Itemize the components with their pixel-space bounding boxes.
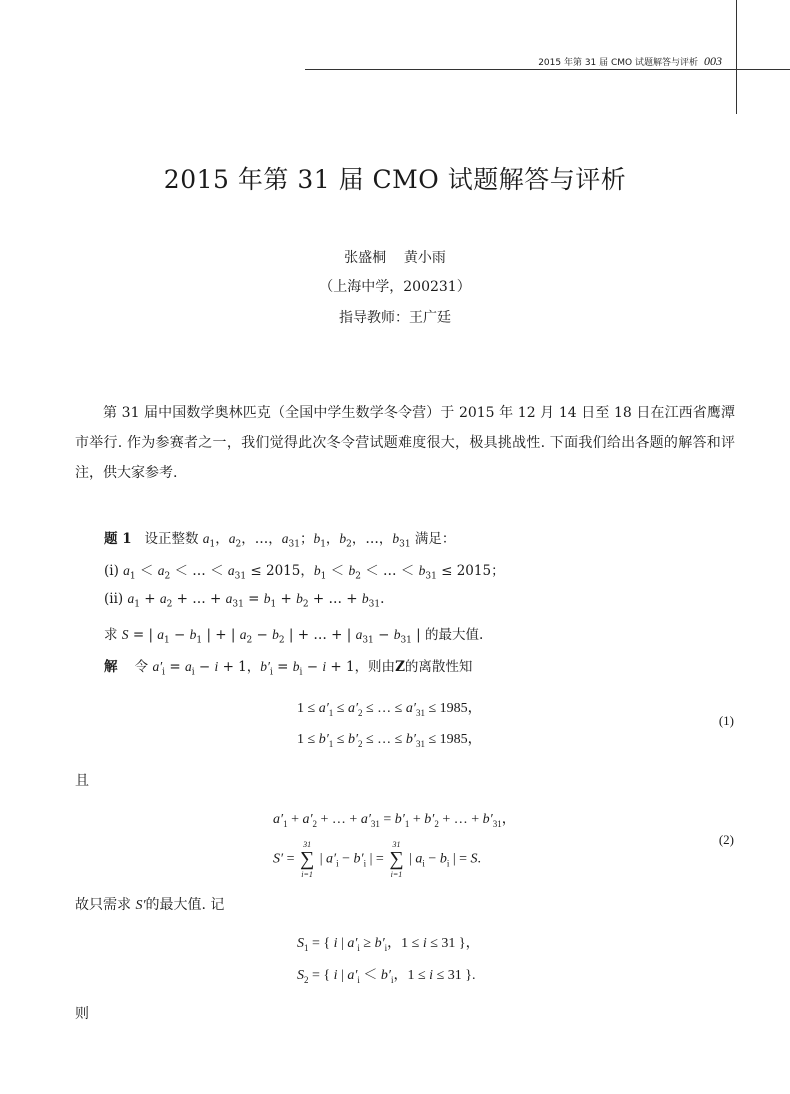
sum-symbol: ∑ 31 i=1 bbox=[389, 840, 404, 879]
text-and: 且 bbox=[75, 773, 89, 789]
sum-symbol: ∑ 31 i=1 bbox=[299, 840, 315, 879]
bound-b: 2015 bbox=[456, 563, 492, 579]
condition-2: (ii) $a_1 + a_2$ + … + $a_{31} = b_1 + b_2$ + … + $b_{31}$. bbox=[104, 591, 385, 610]
equation-1-line-2: $1 \le b'_1 \le b'_2$ ≤ … ≤ $b'_{31} \le 1985$， bbox=[297, 732, 482, 749]
condition-1: (i) $a_1 < a_2$ ＜ … ＜ $a_{31} \le 2015$，$b_1 < b_2$ ＜ … ＜ $b_{31} \le 2015$； bbox=[104, 563, 505, 582]
text-then: 则 bbox=[75, 1006, 89, 1022]
solution-let: 令 bbox=[134, 659, 149, 675]
set-s1-definition: $S_1$ = { i | $a'_i \ge b'_i$，1 ≤ i ≤ 31 }， bbox=[297, 936, 480, 953]
solution-end: 的离散性知 bbox=[404, 659, 473, 675]
equation-1-number: (1) bbox=[718, 713, 734, 728]
solution-tail: ，则由 bbox=[354, 659, 396, 675]
equation-1-line-1: $1 \le a'_1 \le a'_2$ ≤ … ≤ $a'_{31} \le 1985$， bbox=[297, 701, 482, 718]
bound-a: 2015 bbox=[266, 563, 301, 579]
bound2-b: 1985 bbox=[439, 732, 468, 747]
running-head bbox=[538, 54, 722, 69]
problem-satisfy: 满足： bbox=[414, 531, 456, 547]
problem-ask: 求 S = | $a_1 - b_1$ | + | $a_2 - b_2$ | + … + | $a_{31} - b_{31}$ | 的最大值. bbox=[104, 627, 484, 646]
equation-2-number: (2) bbox=[718, 832, 734, 847]
integers-symbol: Z bbox=[395, 659, 405, 675]
equation-2-line-1: $a'_1 + a'_2$ + … + $a'_{31} = b'_1 + b'_2$ + … + $b'_{31}$， bbox=[273, 812, 516, 829]
set-s2-definition: $S_2$ = { i | $a'_i < b'_i$，1 ≤ i ≤ 31 }. bbox=[297, 968, 476, 985]
condition-2-label: (ii) bbox=[104, 591, 124, 607]
running-head-title: 2015 年第 31 届 CMO 试题解答与评析 bbox=[538, 58, 698, 68]
bound2-a: 1985 bbox=[439, 701, 468, 716]
problem-label: 题 1 bbox=[104, 531, 132, 547]
condition-1-label: (i) bbox=[104, 563, 119, 579]
header-rule bbox=[305, 69, 790, 70]
advisor: 指导教师：王广廷 bbox=[339, 310, 451, 326]
ask-suffix: 的最大值. bbox=[425, 627, 484, 643]
equation-2-line-2: S′ = ∑ 31 i=1 | $a'_i - b'_i$ | = ∑ 31 i=1 | $a_i - b_i$ | = S. bbox=[273, 840, 482, 879]
only-need-tail: 的最大值. 记 bbox=[145, 897, 225, 913]
affiliation: （上海中学，200231） bbox=[319, 279, 471, 295]
authors: 张盛桐 黄小雨 bbox=[344, 250, 446, 266]
problem-1-statement: 题 1 设正整数 $a_1$，$a_2$，…，$a_{31}$；$b_1$，$b_2$，…，$b_{31}$ 满足： bbox=[104, 531, 456, 550]
article-title: 2015 年第 31 届 CMO 试题解答与评析 bbox=[163, 165, 627, 194]
solution-intro: 解 令 $a'_i = a_i - i + 1$，$b'_i = b_i - i + 1$，则由Z的离散性知 bbox=[104, 659, 473, 678]
text-only-need: 故只需求 S′的最大值. 记 bbox=[75, 897, 225, 913]
solution-label: 解 bbox=[104, 659, 118, 675]
header-vertical-rule bbox=[736, 0, 737, 114]
intro-paragraph: 第 31 届中国数学奥林匹克（全国中学生数学冬令营）于 2015 年 12 月 14 日至 18 日在江西省鹰潭市举行. 作为参赛者之一，我们觉得此次冬令营试题难度很大，极具挑战性. 下面我们给出各题的解答和评注，供大家参考. bbox=[75, 405, 735, 481]
problem-text: 设正整数 bbox=[144, 531, 199, 547]
ask-prefix: 求 bbox=[104, 627, 118, 643]
page-number: 003 bbox=[704, 54, 722, 68]
only-need-prefix: 故只需求 bbox=[75, 897, 131, 913]
